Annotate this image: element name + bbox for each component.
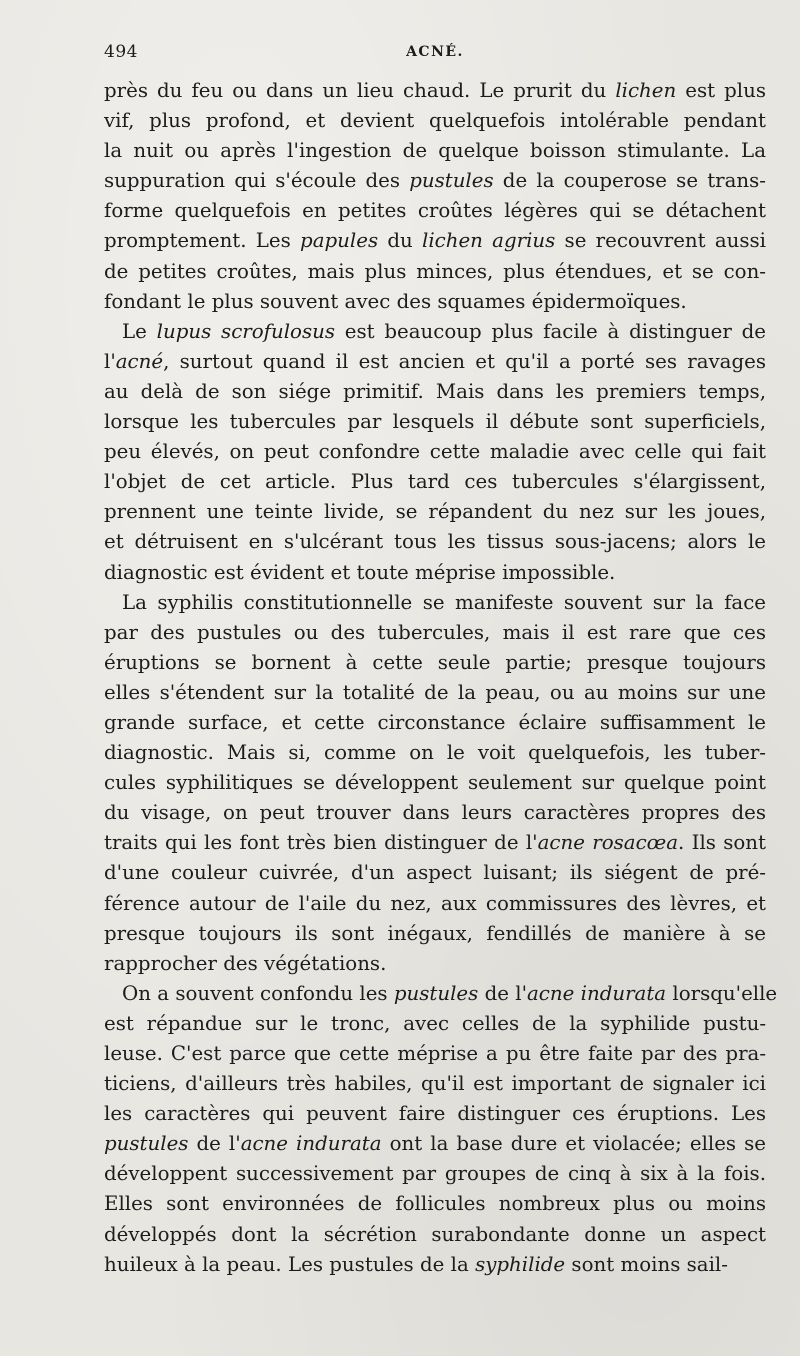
- italic-term: lichen: [615, 79, 677, 102]
- text-line: au delà de son siége primitif. Mais dans les premiers temps,: [104, 379, 766, 403]
- text-line: suppuration qui s'écoule des pustules de la couperose se trans-: [104, 169, 766, 193]
- text-line: huileux à la peau. Les pustules de la syphilide sont moins sail-: [104, 1252, 728, 1276]
- text-line: férence autour de l'aile du nez, aux commissures des lèvres, et: [104, 891, 766, 915]
- text-line: du visage, on peut trouver dans leurs caractères propres des: [104, 801, 766, 825]
- paragraph: [104, 979, 778, 1280]
- text-line: presque toujours ils sont inégaux, fendillés de manière à se: [104, 921, 766, 945]
- italic-term: pustules: [104, 1132, 189, 1156]
- text-line: près du feu ou dans un lieu chaud. Le prurit du lichen est plus: [104, 79, 767, 102]
- text-line: peu élevés, on peut confondre cette maladie avec celle qui fait: [104, 440, 766, 464]
- text-line: leuse. C'est parce que cette méprise a pu être faite par des pra-: [104, 1042, 766, 1065]
- italic-term: pustules: [393, 981, 479, 1005]
- italic-term: papules: [300, 229, 379, 253]
- italic-term: acne rosacœa: [537, 831, 679, 855]
- text-line: Elles sont environnées de follicules nombreux plus ou moins: [104, 1192, 766, 1216]
- book-page: [104, 40, 778, 1340]
- text-line: ticiens, d'ailleurs très habiles, qu'il est important de signaler ici: [104, 1072, 766, 1096]
- text-line: lorsque les tubercules par lesquels il débute sont superficiels,: [104, 410, 766, 434]
- running-title: ACNÉ.: [406, 44, 464, 60]
- text-line: éruptions se bornent à cette seule partie; presque toujours: [104, 650, 766, 674]
- paragraph: [104, 76, 766, 317]
- text-line: développés dont la sécrétion surabondante donne un aspect: [104, 1222, 766, 1246]
- italic-term: acne indurata: [240, 1132, 382, 1156]
- text-line: les caractères qui peuvent faire distinguer ces éruptions. Les: [104, 1102, 766, 1126]
- text-line: diagnostic est évident et toute méprise impossible.: [104, 560, 616, 584]
- body-text: [104, 76, 778, 1280]
- italic-term: lichen agrius: [422, 229, 556, 253]
- italic-term: pustules: [409, 169, 494, 193]
- italic-term: acne indurata: [527, 981, 667, 1005]
- text-line: elles s'étendent sur la totalité de la peau, ou au moins sur une: [104, 680, 766, 704]
- text-line: de petites croûtes, mais plus minces, plus étendues, et se con-: [104, 259, 766, 283]
- text-line: promptement. Les papules du lichen agrius se recouvrent aussi: [104, 229, 766, 253]
- text-line: prennent une teinte livide, se répandent du nez sur les joues,: [104, 500, 766, 524]
- text-line: Le lupus scrofulosus est beaucoup plus facile à distinguer de: [122, 319, 766, 343]
- italic-term: syphilide: [475, 1252, 566, 1276]
- italic-term: acné: [115, 349, 164, 373]
- text-line: fondant le plus souvent avec des squames épidermoïques.: [104, 289, 687, 313]
- text-line: d'une couleur cuivrée, d'un aspect luisant; ils siégent de pré-: [104, 861, 766, 885]
- paragraph: [104, 317, 766, 588]
- text-line: développent successivement par groupes de cinq à six à la fois.: [104, 1162, 766, 1186]
- text-line: cules syphilitiques se développent seulement sur quelque point: [104, 771, 766, 795]
- text-line: grande surface, et cette circonstance éclaire suffisamment le: [104, 710, 766, 734]
- running-head: [104, 40, 766, 76]
- text-line: et détruisent en s'ulcérant tous les tissus sous-jacens; alors le: [104, 530, 766, 554]
- italic-term: lupus scrofulosus: [156, 319, 335, 343]
- text-line: par des pustules ou des tubercules, mais il est rare que ces: [104, 620, 766, 644]
- text-line: est répandue sur le tronc, avec celles de la syphilide pustu-: [104, 1011, 766, 1035]
- text-line: traits qui les font très bien distinguer de l'acne rosacœa. Ils sont: [104, 831, 766, 855]
- text-line: l'objet de cet article. Plus tard ces tubercules s'élargissent,: [104, 470, 766, 494]
- text-line: vif, plus profond, et devient quelquefois intolérable pendant: [104, 109, 766, 133]
- text-line: pustules de l'acne indurata ont la base dure et violacée; elles se: [104, 1132, 766, 1156]
- text-line: La syphilis constitutionnelle se manifeste souvent sur la face: [122, 590, 766, 614]
- text-line: diagnostic. Mais si, comme on le voit quelquefois, les tuber-: [104, 741, 766, 765]
- paragraph: [104, 588, 766, 979]
- text-line: forme quelquefois en petites croûtes légères qui se détachent: [104, 199, 766, 223]
- text-line: l'acné, surtout quand il est ancien et qu'il a porté ses ravages: [104, 349, 766, 373]
- text-line: On a souvent confondu les pustules de l'acne indurata lorsqu'elle: [122, 981, 778, 1005]
- page-number: 494: [104, 42, 138, 62]
- text-line: rapprocher des végétations.: [104, 951, 387, 975]
- text-line: la nuit ou après l'ingestion de quelque boisson stimulante. La: [104, 139, 766, 163]
